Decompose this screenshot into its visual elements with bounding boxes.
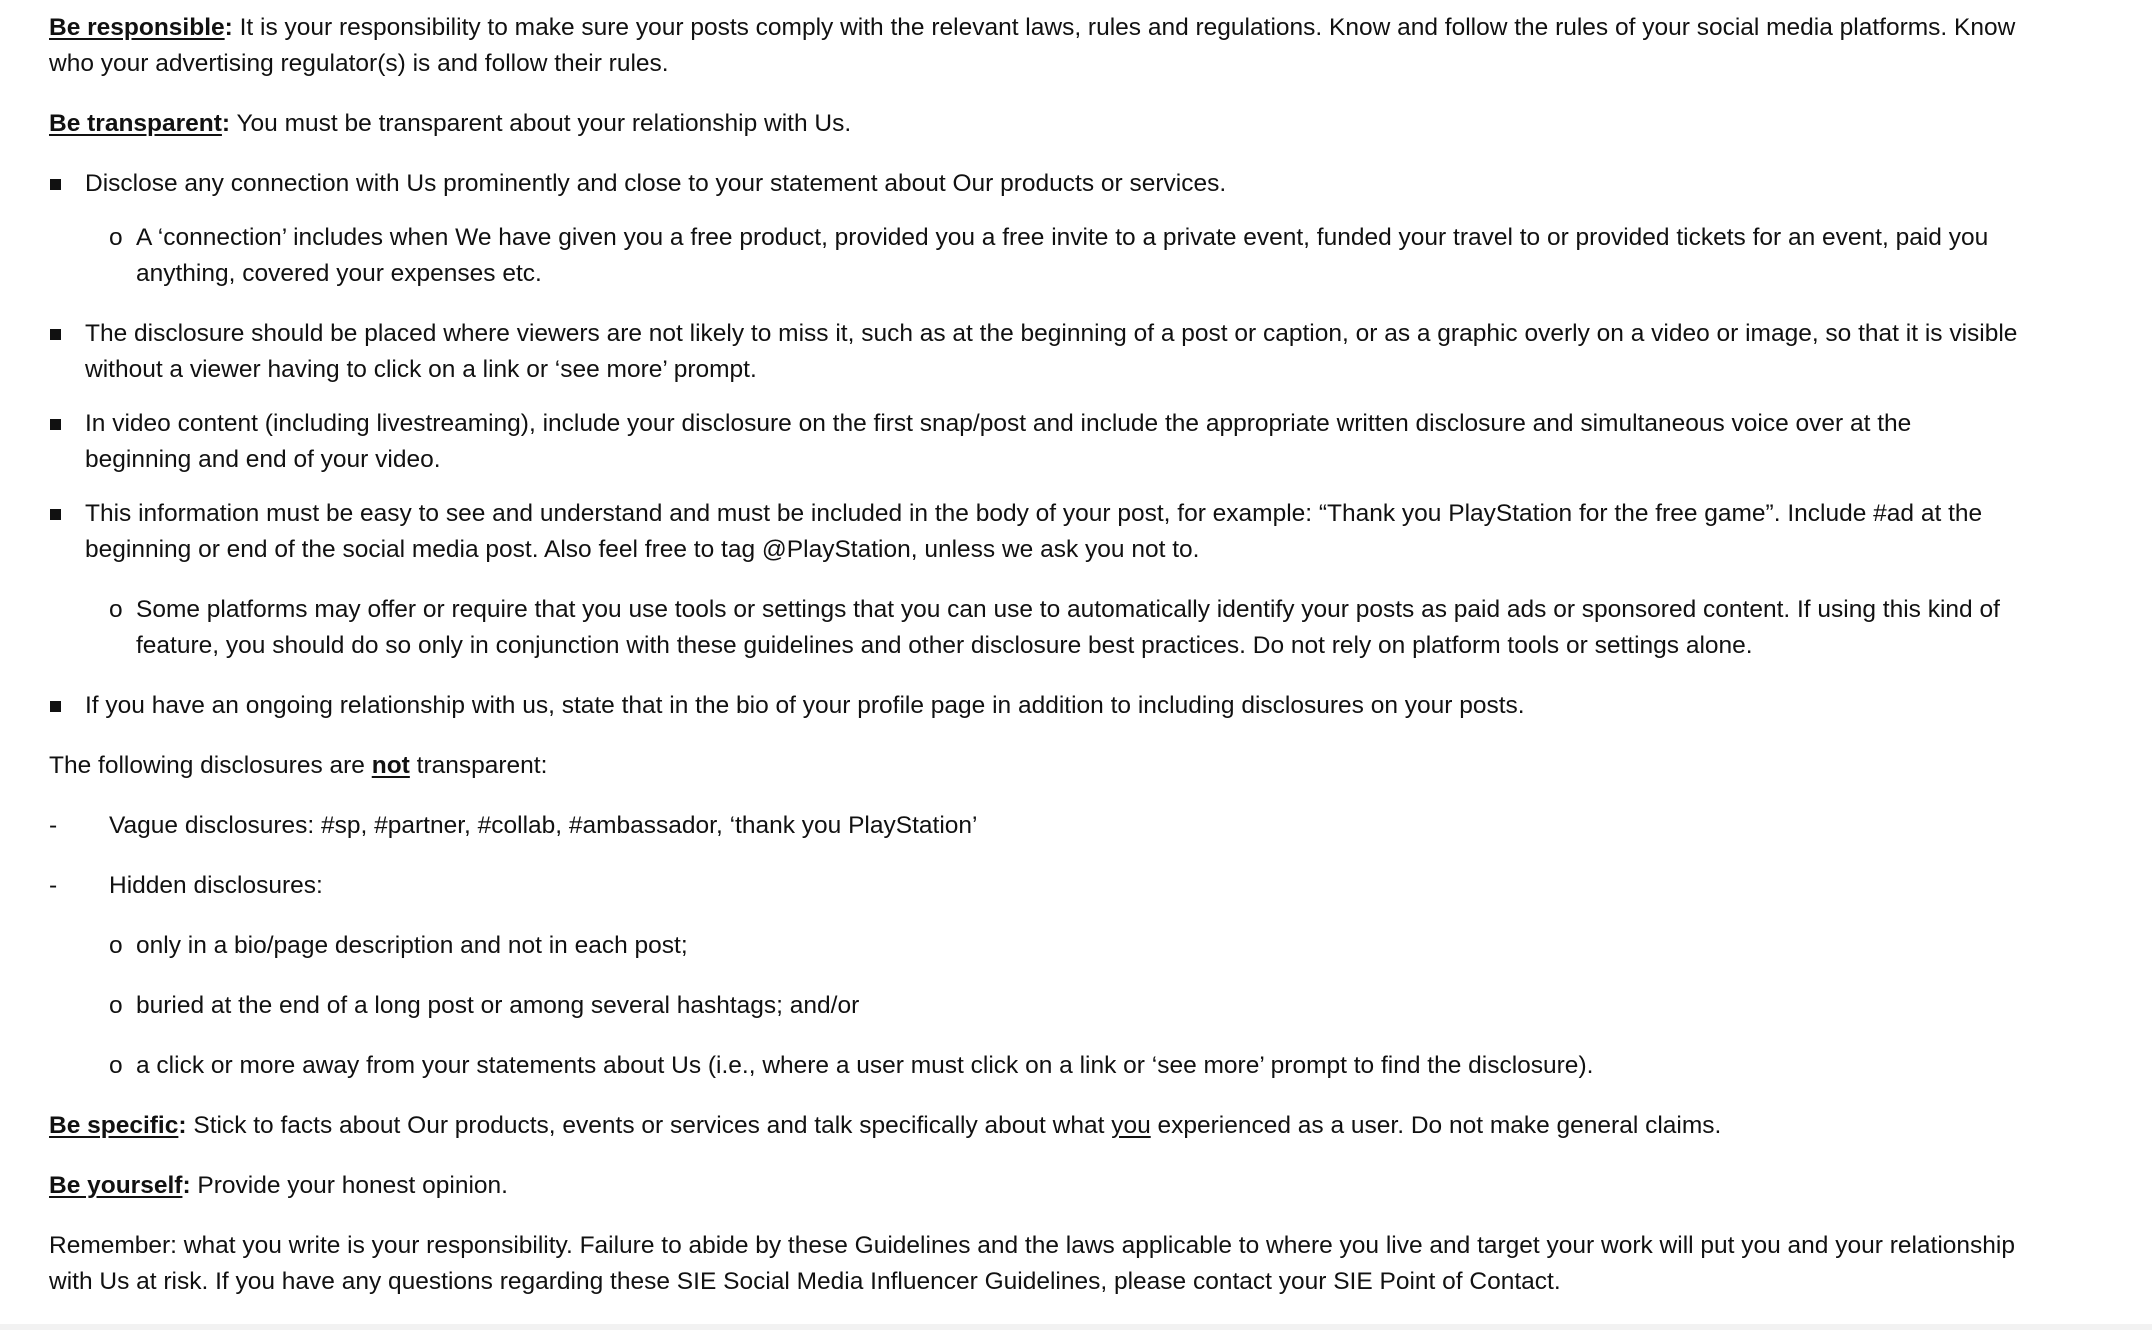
sub-list-item [76,988,2019,1024]
square-bullet-icon [50,701,61,712]
list-item [49,316,2019,388]
sub-list-item [76,592,2019,664]
square-bullet-icon [50,509,61,520]
page-bottom-edge [0,1324,2152,1330]
sub-list-item [76,928,2019,964]
sub-list-item [76,220,2019,292]
be-responsible-text: It is your responsibility to make sure your posts comply with the relevant laws, rules and regulations. Know and follow the rules of your social media platforms. Know who your advertising regulator(s) is and follow their rules. [49,14,2016,77]
sub-bullet-text: buried at the end of a long post or among several hashtags; and/or [136,992,860,1019]
bullet-text: If you have an ongoing relationship with us, state that in the bio of your profile page in addition to including disclosures on your posts. [85,692,1525,719]
bullet-text: The disclosure should be placed where viewers are not likely to miss it, such as at the beginning of a post or caption, or as a graphic overly on a video or image, so that it is visible without a viewer having to click on a link or ‘see more’ prompt. [85,320,2018,383]
not-transparent-post: transparent: [409,752,548,779]
list-item [49,406,2019,478]
be-yourself-text: Provide your honest opinion. [190,1172,508,1199]
hidden-disclosures-text: Hidden disclosures: [109,872,323,899]
sub-bullet-text: a click or more away from your statements about Us (i.e., where a user must click on a link or ‘see more’ prompt to find the disclosure). [136,1052,1594,1079]
not-emphasis: not [371,752,410,779]
bullet-text: Disclose any connection with Us prominently and close to your statement about Our products or services. [85,170,1227,197]
heading-colon: : [182,1172,191,1199]
bullet-text: In video content (including livestreaming), include your disclosure on the first snap/post and include the appropriate written disclosure and simultaneous voice over at the beginning and end of your video. [85,410,1912,473]
bullet-text: This information must be easy to see and understand and must be included in the body of your post, for example: “Thank you PlayStation for the free game”. Include #ad at the beginning or end of the social media post. Also feel free to tag @PlayStation, unless we ask you not to. [85,500,1983,563]
circle-bullet-icon: o [109,932,123,959]
be-specific-paragraph [49,1108,2019,1144]
be-responsible-heading: Be responsible [49,14,225,41]
dash-marker: - [49,812,58,839]
list-item [49,496,2019,568]
not-transparent-pre: The following disclosures are [49,752,372,779]
be-yourself-heading: Be yourself [49,1172,183,1199]
heading-colon: : [178,1112,187,1139]
be-transparent-paragraph [49,106,2019,142]
sub-bullet-text: only in a bio/page description and not in each post; [136,932,688,959]
list-item [49,166,2019,202]
circle-bullet-icon: o [109,596,123,623]
be-specific-heading: Be specific [49,1112,179,1139]
dash-list-item [49,868,2019,904]
sub-list-item [76,1048,2019,1084]
be-transparent-heading: Be transparent [49,110,222,137]
document-page [49,10,2019,1324]
dash-list-item [49,808,2019,844]
be-yourself-paragraph [49,1168,2019,1204]
list-item [49,688,2019,724]
remember-paragraph: Remember: what you write is your responsibility. Failure to abide by these Guidelines and the laws applicable to where you live and target your work will put you and your relationship with Us at risk. If you have any questions regarding these SIE Social Media Influencer Guidelines, please contact your SIE Point of Contact. [49,1232,2016,1295]
dash-marker: - [49,872,58,899]
be-specific-post: experienced as a user. Do not make general claims. [1150,1112,1722,1139]
you-emphasis: you [1111,1112,1151,1139]
sub-bullet-text: Some platforms may offer or require that you use tools or settings that you can use to automatically identify your posts as paid ads or sponsored content. If using this kind of feature, you should do so only in conjunction with these guidelines and other disclosure best practices. Do not rely on platform tools or settings alone. [136,596,2000,659]
circle-bullet-icon: o [109,224,123,251]
be-responsible-paragraph [49,10,2019,82]
square-bullet-icon [50,179,61,190]
heading-colon: : [224,14,233,41]
square-bullet-icon [50,329,61,340]
sub-bullet-text: A ‘connection’ includes when We have given you a free product, provided you a free invite to a private event, funded your travel to or provided tickets for an event, paid you anything, covered your expenses etc. [136,224,1989,287]
heading-colon: : [221,110,231,137]
not-transparent-paragraph [49,748,2019,784]
vague-disclosures-text: Vague disclosures: #sp, #partner, #collab, #ambassador, ‘thank you PlayStation’ [109,812,978,839]
circle-bullet-icon: o [109,1052,123,1079]
be-transparent-text: You must be transparent about your relationship with Us. [230,110,852,137]
be-specific-pre: Stick to facts about Our products, events or services and talk specifically about what [186,1112,1112,1139]
square-bullet-icon [50,419,61,430]
circle-bullet-icon: o [109,992,123,1019]
